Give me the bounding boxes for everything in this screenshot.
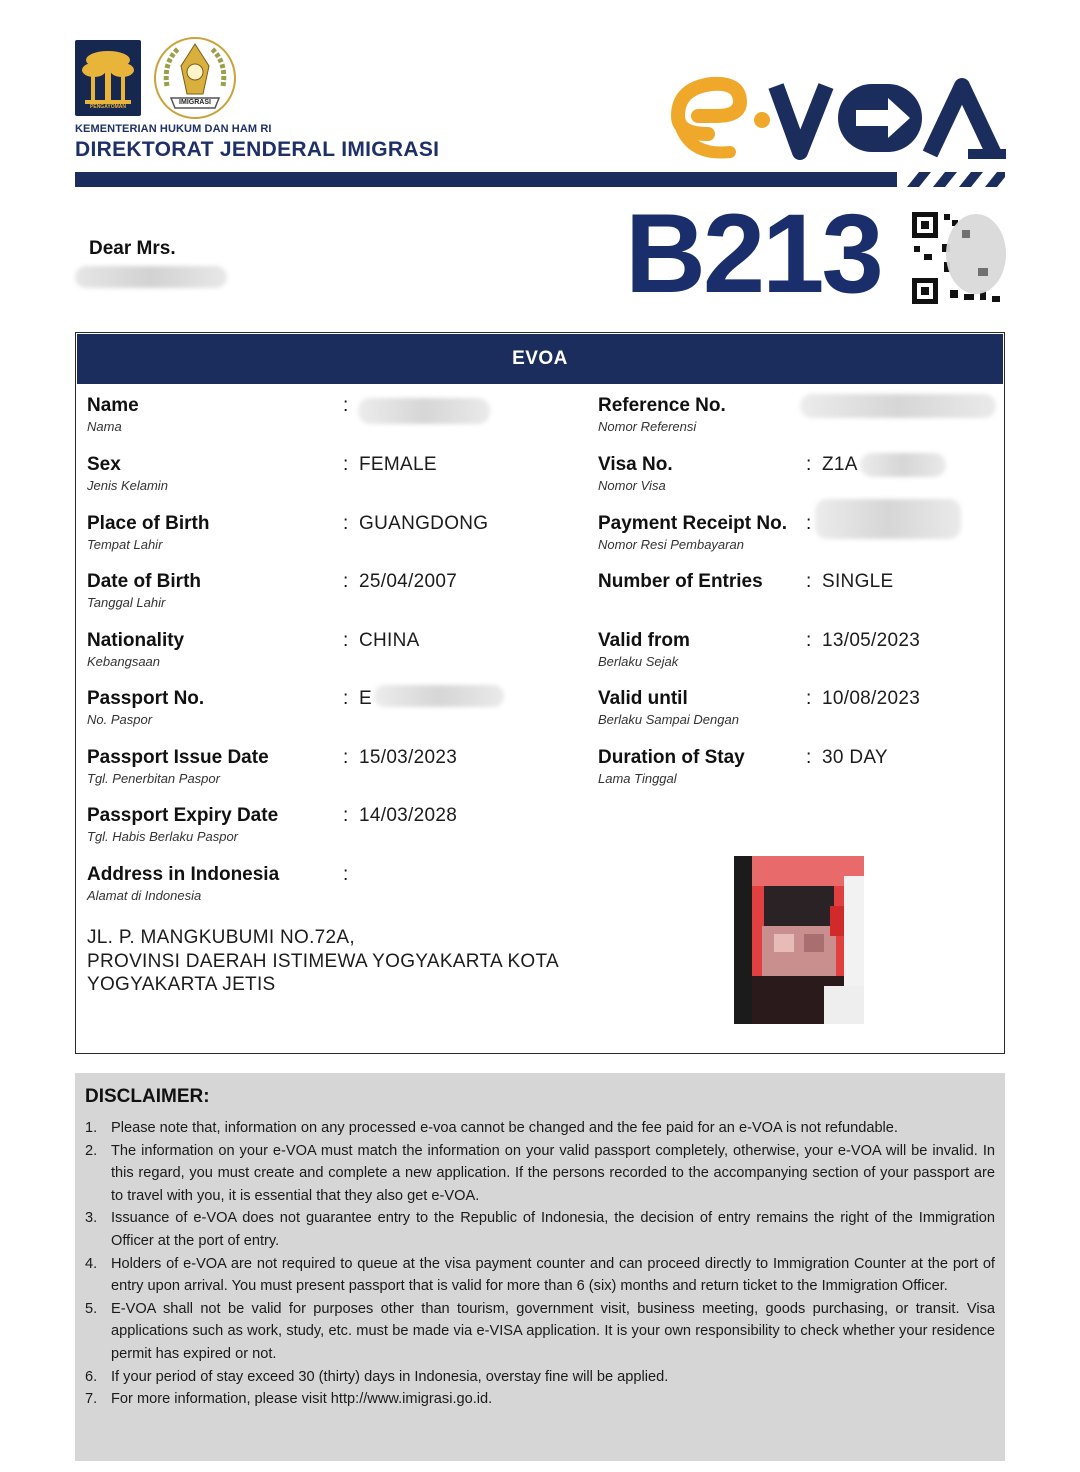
field-sublabel: Jenis Kelamin (87, 478, 168, 493)
disclaimer-item-number: 2. (85, 1142, 98, 1159)
field-value-date-of-birth: 25/04/2007 (359, 571, 458, 592)
disclaimer-title: DISCLAIMER: (85, 1086, 210, 1107)
colon: : (806, 513, 812, 534)
colon: : (806, 688, 812, 709)
field-value-place-of-birth: GUANGDONG (359, 513, 489, 534)
card-title: EVOA (77, 334, 1003, 384)
colon: : (343, 805, 349, 826)
field-label: Visa No. (598, 454, 673, 475)
disclaimer-item (85, 1298, 995, 1366)
redacted-reference-no (800, 394, 996, 418)
field-sublabel: Nomor Resi Pembayaran (598, 537, 744, 552)
colon: : (806, 630, 812, 651)
colon: : (806, 747, 812, 768)
disclaimer-item-text: If your period of stay exceed 30 (thirty) days in Indonesia, overstay fine will be applied. (111, 1368, 669, 1385)
redacted-visa-no (860, 453, 946, 477)
redacted-payment-receipt-no (815, 499, 961, 539)
address-line: JL. P. MANGKUBUMI NO.72A, (87, 927, 355, 948)
disclaimer-item-text: Holders of e-VOA are not required to queue at the visa payment counter and can proceed directly to Immigration Counter at the port of entry upon arrival. You must present passport that is valid for more than 6 (six) months and return ticket to the Immigration Officer. (111, 1255, 995, 1295)
disclaimer-item-text: For more information, please visit http://www.imigrasi.go.id. (111, 1391, 493, 1408)
field-name (87, 396, 139, 433)
header-divider-bar (75, 172, 1005, 187)
field-value-passport-expiry-date: 14/03/2028 (359, 805, 458, 826)
field-address (87, 865, 279, 902)
field-reference-no (598, 396, 726, 433)
field-label: Valid until (598, 688, 688, 709)
field-number-of-entries (598, 572, 763, 596)
address-block (87, 926, 559, 997)
kemenkumham-logo (75, 40, 141, 116)
colon: : (343, 395, 349, 416)
field-label: Payment Receipt No. (598, 513, 787, 534)
applicant-photo (734, 856, 864, 1024)
field-duration-of-stay (598, 748, 745, 785)
field-label: Name (87, 395, 139, 416)
field-sublabel: Berlaku Sampai Dengan (598, 712, 739, 727)
disclaimer-item (85, 1117, 995, 1140)
field-label: Address in Indonesia (87, 864, 280, 885)
field-label: Duration of Stay (598, 747, 745, 768)
field-label: Nationality (87, 630, 185, 651)
field-value-visa-no: Z1A (822, 454, 858, 475)
disclaimer-item (85, 1140, 995, 1208)
field-sublabel: Alamat di Indonesia (87, 888, 202, 903)
address-line: PROVINSI DAERAH ISTIMEWA YOGYAKARTA KOTA (87, 950, 559, 972)
field-label: Date of Birth (87, 571, 201, 592)
evoa-brand-logo (668, 72, 1008, 164)
redacted-name (75, 266, 227, 288)
address-line: YOGYAKARTA JETIS (87, 974, 276, 995)
disclaimer-item-number: 3. (85, 1210, 98, 1227)
field-passport-expiry-date (87, 806, 278, 843)
field-sex (87, 455, 168, 492)
disclaimer-item (85, 1253, 995, 1298)
field-valid-from (598, 631, 690, 668)
disclaimer-item (85, 1388, 995, 1411)
disclaimer-item (85, 1207, 995, 1252)
field-label: Valid from (598, 630, 690, 651)
field-label: Passport No. (87, 688, 205, 709)
disclaimer-item-number: 4. (85, 1255, 98, 1272)
field-value-number-of-entries: SINGLE (822, 571, 894, 592)
field-label: Place of Birth (87, 513, 210, 534)
field-date-of-birth (87, 572, 201, 609)
ministry-name: KEMENTERIAN HUKUM DAN HAM RI (75, 123, 272, 135)
field-sublabel: Nomor Visa (598, 478, 666, 493)
field-label: Passport Expiry Date (87, 805, 279, 826)
colon: : (343, 513, 349, 534)
qr-code-icon (910, 210, 1006, 306)
field-value-nationality: CHINA (359, 630, 420, 651)
disclaimer-item-number: 6. (85, 1368, 98, 1385)
field-sublabel: Tanggal Lahir (87, 595, 166, 610)
field-sublabel: No. Paspor (87, 712, 153, 727)
kemenkumham-logo-label: PENGAYOMAN (90, 104, 126, 110)
field-sublabel: Kebangsaan (87, 654, 161, 669)
field-value-duration-of-stay: 30 DAY (822, 747, 888, 768)
colon: : (343, 688, 349, 709)
colon: : (343, 864, 349, 885)
field-sublabel: Tgl. Habis Berlaku Paspor (87, 829, 239, 844)
field-value-passport-issue-date: 15/03/2023 (359, 747, 458, 768)
redacted-name-value (358, 398, 490, 424)
disclaimer-item-text: Please note that, information on any processed e-voa cannot be changed and the fee paid for an e-VOA is not refundable. (111, 1120, 898, 1136)
field-sublabel: Lama Tinggal (598, 771, 677, 786)
disclaimer-list (85, 1117, 995, 1411)
imigrasi-logo (153, 36, 237, 120)
field-nationality (87, 631, 184, 668)
colon: : (806, 571, 812, 592)
field-sublabel: Nomor Referensi (598, 419, 697, 434)
colon: : (343, 630, 349, 651)
field-value-sex: FEMALE (359, 454, 437, 475)
field-payment-receipt-no (598, 514, 787, 551)
directorate-name: DIREKTORAT JENDERAL IMIGRASI (75, 138, 440, 161)
field-value-valid-from: 13/05/2023 (822, 630, 921, 651)
field-passport-no (87, 689, 204, 726)
disclaimer-item-text: E-VOA shall not be valid for purposes other than tourism, government visit, business meeting, goods purchasing, or transit. Visa applications such as work, study, etc. must be made via e-VISA application. It is your own responsibility to check whether your residence permit has expired or not. (111, 1300, 995, 1362)
disclaimer-item-number: 5. (85, 1300, 98, 1317)
colon: : (343, 571, 349, 592)
disclaimer-item (85, 1366, 995, 1389)
field-sublabel: Tgl. Penerbitan Paspor (87, 771, 220, 786)
field-sublabel: Berlaku Sejak (598, 654, 679, 669)
field-value-passport-no: E (359, 688, 372, 709)
colon: : (806, 454, 812, 475)
field-place-of-birth (87, 514, 209, 551)
visa-code: B213 (625, 191, 881, 316)
disclaimer-item-text: The information on your e-VOA must match the information on your valid passport completely, otherwise, your e-VOA will be invalid. In this regard, you must create and complete a new application. If the persons recorded to the accompanying section of your passport are to travel with you, it is essential that they also get e-VOA. (111, 1142, 995, 1204)
field-label: Passport Issue Date (87, 747, 269, 768)
field-visa-no (598, 455, 673, 492)
disclaimer-item-number: 1. (85, 1120, 98, 1136)
colon: : (343, 454, 349, 475)
field-value-valid-until: 10/08/2023 (822, 688, 921, 709)
field-sublabel: Tempat Lahir (87, 537, 163, 552)
field-label: Reference No. (598, 395, 726, 416)
field-label: Sex (87, 454, 121, 475)
field-sublabel: Nama (87, 419, 122, 434)
disclaimer-item-number: 7. (85, 1391, 98, 1408)
colon: : (343, 747, 349, 768)
field-label: Number of Entries (598, 571, 763, 592)
redacted-passport-no (374, 685, 504, 707)
greeting: Dear Mrs. (89, 238, 176, 259)
field-valid-until (598, 689, 739, 726)
field-passport-issue-date (87, 748, 269, 785)
disclaimer-item-text: Issuance of e-VOA does not guarantee entry to the Republic of Indonesia, the decision of entry remains the right of the Immigration Officer at the port of entry. (111, 1210, 995, 1249)
imigrasi-logo-label: IMIGRASI (179, 99, 211, 106)
